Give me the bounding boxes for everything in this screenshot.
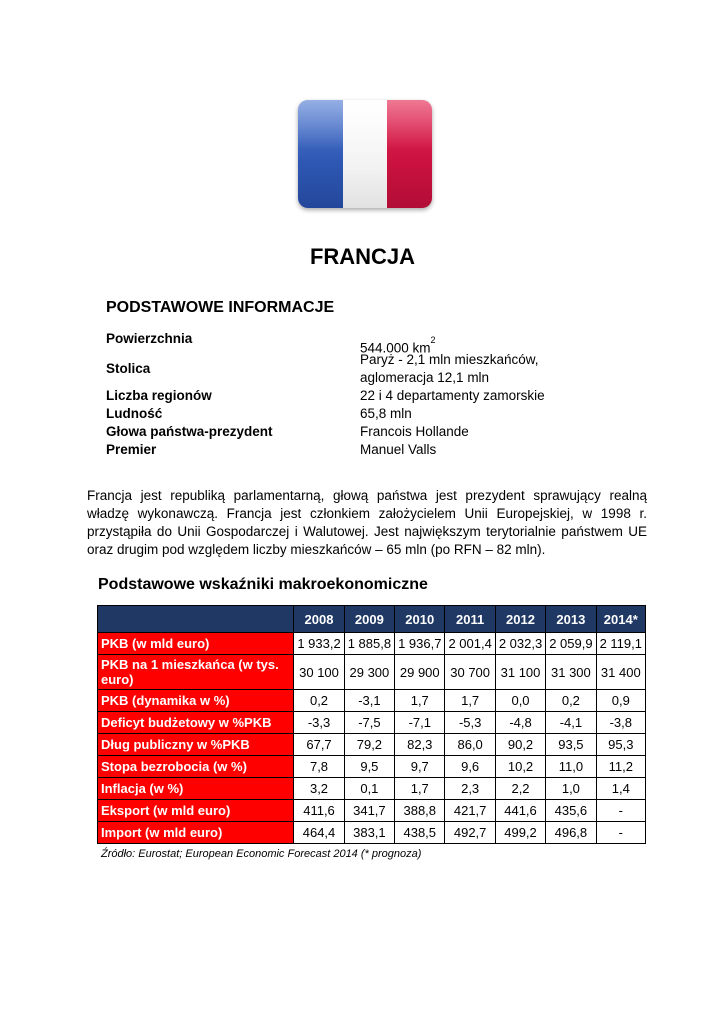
table-cell: 441,6 (495, 800, 545, 822)
info-value-area: 544.000 $km^2$ (360, 335, 436, 356)
table-row (98, 690, 646, 712)
table-row (98, 800, 646, 822)
table-cell: 421,7 (445, 800, 495, 822)
macro-table (97, 605, 646, 844)
header-corner-cell (98, 606, 294, 633)
table-cell: 0,2 (294, 690, 344, 712)
table-cell: 435,6 (546, 800, 596, 822)
table-cell: 499,2 (495, 822, 545, 844)
header-year: 2011 (445, 606, 495, 633)
table-cell: -7,1 (395, 712, 445, 734)
header-year: 2008 (294, 606, 344, 633)
table-cell: - (596, 822, 645, 844)
table-cell: 31 300 (546, 655, 596, 690)
table-cell: 1 885,8 (344, 633, 394, 655)
info-label-population: Ludność (106, 406, 163, 421)
header-year: 2010 (395, 606, 445, 633)
table-cell: -3,1 (344, 690, 394, 712)
info-label-capital: Stolica (106, 361, 151, 376)
table-cell: 2,2 (495, 778, 545, 800)
table-row (98, 778, 646, 800)
table-cell: 11,0 (546, 756, 596, 778)
header-year: 2014* (596, 606, 645, 633)
info-label-regions: Liczba regionów (106, 388, 212, 403)
table-cell: 79,2 (344, 734, 394, 756)
row-label: Import (w mld euro) (98, 822, 294, 844)
info-value-capital-1: Paryż - 2,1 mln mieszkańców, (360, 352, 539, 367)
table-cell: 2,3 (445, 778, 495, 800)
info-value-regions: 22 i 4 departamenty zamorskie (360, 388, 545, 403)
flag-blue-stripe (298, 100, 343, 208)
table-cell: 7,8 (294, 756, 344, 778)
table-cell: 1,7 (395, 778, 445, 800)
table-cell: 0,2 (546, 690, 596, 712)
table-cell: 29 300 (344, 655, 394, 690)
info-label-premier: Premier (106, 442, 157, 457)
table-row (98, 734, 646, 756)
france-flag-image (298, 100, 432, 208)
table-row (98, 822, 646, 844)
table-cell: 11,2 (596, 756, 645, 778)
info-value-population: 65,8 mln (360, 406, 412, 421)
table-cell: -5,3 (445, 712, 495, 734)
table-row (98, 756, 646, 778)
source-note: Źródło: Eurostat; European Economic Forecast 2014 (* prognoza) (101, 848, 422, 860)
row-label: Inflacja (w %) (98, 778, 294, 800)
header-year: 2013 (546, 606, 596, 633)
table-cell: 2 059,9 (546, 633, 596, 655)
table-cell: 82,3 (395, 734, 445, 756)
table-cell: 388,8 (395, 800, 445, 822)
table-cell: 31 100 (495, 655, 545, 690)
row-label: Deficyt budżetowy w %PKB (98, 712, 294, 734)
header-year: 2009 (344, 606, 394, 633)
table-cell: 383,1 (344, 822, 394, 844)
table-cell: 30 700 (445, 655, 495, 690)
info-value-president: Francois Hollande (360, 424, 469, 439)
row-label: Stopa bezrobocia (w %) (98, 756, 294, 778)
header-year: 2012 (495, 606, 545, 633)
table-cell: 2 032,3 (495, 633, 545, 655)
macro-heading: Podstawowe wskaźniki makroekonomiczne (98, 576, 428, 593)
table-cell: -4,8 (495, 712, 545, 734)
table-cell: 411,6 (294, 800, 344, 822)
table-cell: 30 100 (294, 655, 344, 690)
info-heading: PODSTAWOWE INFORMACJE (106, 299, 335, 316)
flag-white-stripe (343, 100, 388, 208)
table-cell: 492,7 (445, 822, 495, 844)
table-cell: 0,1 (344, 778, 394, 800)
table-cell: 2 001,4 (445, 633, 495, 655)
flag-red-stripe (387, 100, 432, 208)
table-cell: -3,8 (596, 712, 645, 734)
table-cell: 0,0 (495, 690, 545, 712)
info-value-capital-2: aglomeracja 12,1 mln (360, 370, 490, 385)
table-row (98, 655, 646, 690)
table-cell: 90,2 (495, 734, 545, 756)
row-label: PKB (w mld euro) (98, 633, 294, 655)
table-cell: 496,8 (546, 822, 596, 844)
table-cell: 2 119,1 (596, 633, 645, 655)
table-cell: 0,9 (596, 690, 645, 712)
table-cell: 3,2 (294, 778, 344, 800)
table-cell: 67,7 (294, 734, 344, 756)
row-label: Dług publiczny w %PKB (98, 734, 294, 756)
table-cell: -3,3 (294, 712, 344, 734)
row-label: Eksport (w mld euro) (98, 800, 294, 822)
table-cell: 95,3 (596, 734, 645, 756)
table-cell: 1 936,7 (395, 633, 445, 655)
table-row (98, 633, 646, 655)
table-cell: 93,5 (546, 734, 596, 756)
info-label-president: Głowa państwa-prezydent (106, 424, 273, 439)
table-cell: 9,6 (445, 756, 495, 778)
table-cell: 1,0 (546, 778, 596, 800)
table-cell: 438,5 (395, 822, 445, 844)
description-paragraph: Francja jest republiką parlamentarną, głową państwa jest prezydent sprawujący realną władzę wykonawczą. Francja jest członkiem założycielem Unii Europejskiej, w 1998 r. przystąpiła do Unii Gospodarczej i Walutowej. Jest największym terytorialnie państwem UE oraz drugim pod względem liczby mieszkańców – 65 mln (po RFN – 82 mln). (87, 488, 647, 557)
page-title: FRANCJA (309, 244, 416, 269)
table-cell: 1,7 (445, 690, 495, 712)
table-row (98, 712, 646, 734)
table-cell: 86,0 (445, 734, 495, 756)
table-cell: 10,2 (495, 756, 545, 778)
row-label: PKB (dynamika w %) (98, 690, 294, 712)
table-cell: 464,4 (294, 822, 344, 844)
table-cell: 1,7 (395, 690, 445, 712)
table-cell: 341,7 (344, 800, 394, 822)
table-cell: - (596, 800, 645, 822)
table-cell: 1 933,2 (294, 633, 344, 655)
table-cell: 1,4 (596, 778, 645, 800)
macro-header-row (98, 606, 646, 633)
table-cell: 9,5 (344, 756, 394, 778)
info-value-premier: Manuel Valls (360, 442, 437, 457)
table-cell: -7,5 (344, 712, 394, 734)
table-cell: 29 900 (395, 655, 445, 690)
info-label-area: Powierzchnia (106, 331, 193, 346)
row-label: PKB na 1 mieszkańca (w tys. euro) (98, 655, 294, 690)
table-cell: 9,7 (395, 756, 445, 778)
table-cell: 31 400 (596, 655, 645, 690)
table-cell: -4,1 (546, 712, 596, 734)
